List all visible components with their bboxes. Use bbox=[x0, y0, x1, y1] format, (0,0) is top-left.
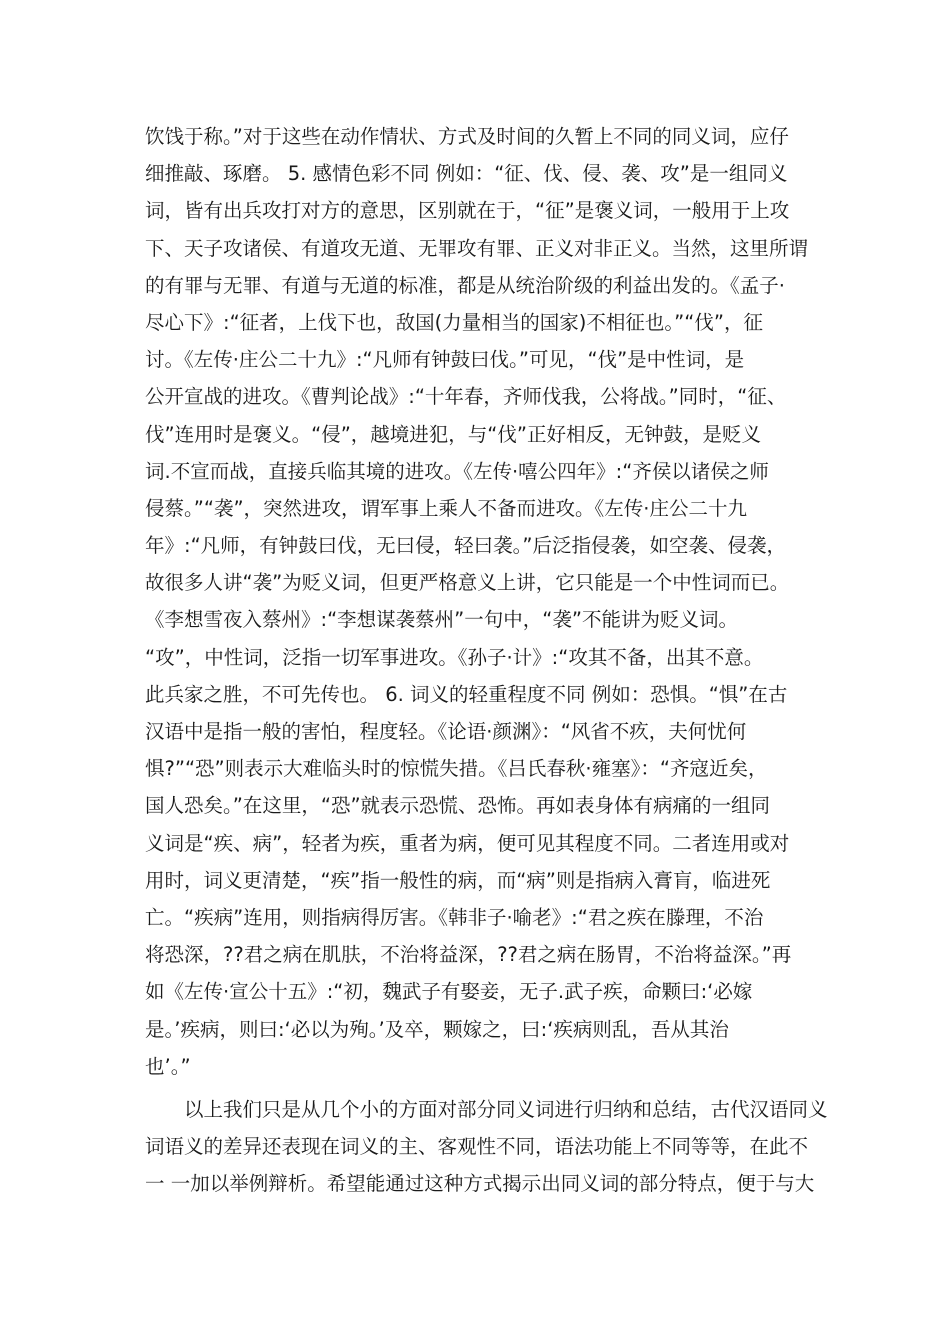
text-line: 尽心下》:“征者，上伐下也，敌国(力量相当的国家)不相征也。”“伐”，征 bbox=[145, 310, 763, 334]
text-line: 是。’疾病，则曰:‘必以为殉。’及卒，颗嫁之，曰:‘疾病则乱，吾从其治 bbox=[145, 1017, 729, 1041]
text-line: 词.不宣而战，直接兵临其境的进攻。《左传·嘻公四年》:“齐侯以诸侯之师 bbox=[145, 459, 769, 483]
text-line: 细推敲、琢磨。 5. 感情色彩不同 例如：“征、伐、侵、袭、攻”是一组同义 bbox=[145, 162, 788, 186]
text-line: 讨。《左传·庄公二十九》:“凡师有钟鼓曰伐。”可见，“伐”是中性词，是 bbox=[145, 348, 745, 372]
text-line: 汉语中是指一般的害怕，程度轻。《论语·颜渊》：“风省不疚，夫何忧何 bbox=[145, 720, 747, 743]
text-line: 将恐深，??君之病在肌肤，不治将益深，??君之病在肠胃，不治将益深。”再 bbox=[145, 943, 792, 967]
text-line: 义词是“疾、病”，轻者为疾，重者为病，便可见其程度不同。二者连用或对 bbox=[145, 831, 790, 855]
text-line: 的有罪与无罪、有道与无道的标准，都是从统治阶级的利益出发的。《孟子· bbox=[145, 273, 785, 297]
text-line: 年》:“凡师，有钟鼓曰伐，无曰侵，轻曰袭。”后泛指侵袭，如空袭、侵袭， bbox=[145, 534, 787, 558]
text-line: 如《左传·宣公十五》:“初，魏武子有娶妾，无子.武子疾，命颗曰:‘必嫁 bbox=[145, 980, 753, 1004]
text-line: 亡。“疾病”连用，则指病得厉害。《韩非子·喻老》:“君之疾在滕理，不治 bbox=[145, 905, 764, 929]
text-line: 伐”连用时是褒义。“侵”，越境进犯，与“伐”正好相反，无钟鼓，是贬义 bbox=[145, 422, 762, 446]
text-line: 饮饯于称。”对于这些在动作情状、方式及时间的久暂上不同的同义词，应仔 bbox=[145, 125, 789, 148]
text-line: 以上我们只是从几个小的方面对部分同义词进行归纳和总结，古代汉语同义 bbox=[145, 1097, 828, 1121]
text-line: 此兵家之胜，不可先传也。 6. 词义的轻重程度不同 例如：恐惧。“惧”在古 bbox=[145, 682, 788, 706]
text-line: “攻”，中性词，泛指一切军事进攻。《孙子·计》:“攻其不备，出其不意。 bbox=[145, 645, 764, 669]
text-line: 一 一加以举例辩析。希望能通过这种方式揭示出同义词的部分特点，便于与大 bbox=[145, 1172, 815, 1196]
document-body bbox=[145, 118, 828, 1202]
text-line: 用时，词义更清楚，“疾”指一般性的病，而“病”则是指病入膏肓，临进死 bbox=[145, 868, 771, 892]
text-line: 惧?”“恐”则表示大难临头时的惊慌失措。《吕氏春秋·雍塞》：“齐寇近矣， bbox=[145, 757, 768, 781]
text-line: 也’。” bbox=[145, 1054, 191, 1078]
text-line: 词，皆有出兵攻打对方的意思，区别就在于，“征”是褒义词，一般用于上攻 bbox=[145, 199, 790, 223]
text-line: 公开宣战的进攻。《曹判论战》:“十年春，齐师伐我，公将战。”同时，“征、 bbox=[145, 385, 787, 409]
text-line: 国人恐矣。”在这里，“恐”就表示恐慌、恐怖。再如表身体有病痛的一组同 bbox=[145, 794, 771, 818]
text-line: 词语义的差异还表现在词义的主、客观性不同，语法功能上不同等等，在此不 bbox=[145, 1135, 809, 1159]
text-line: 侵蔡。”“袭”，突然进攻，谓军事上乘人不备而进攻。《左传·庄公二十九 bbox=[145, 496, 748, 520]
text-line: 下、天子攻诸侯、有道攻无道、无罪攻有罪、正义对非正义。当然，这里所谓 bbox=[145, 236, 809, 260]
text-line: 故很多人讲“袭”为贬义词，但更严格意义上讲，它只能是一个中性词而已。 bbox=[145, 571, 790, 595]
text-line: 《李想雪夜入蔡州》:“李想谋袭蔡州”一句中，“袭”不能讲为贬义词。 bbox=[145, 608, 738, 632]
